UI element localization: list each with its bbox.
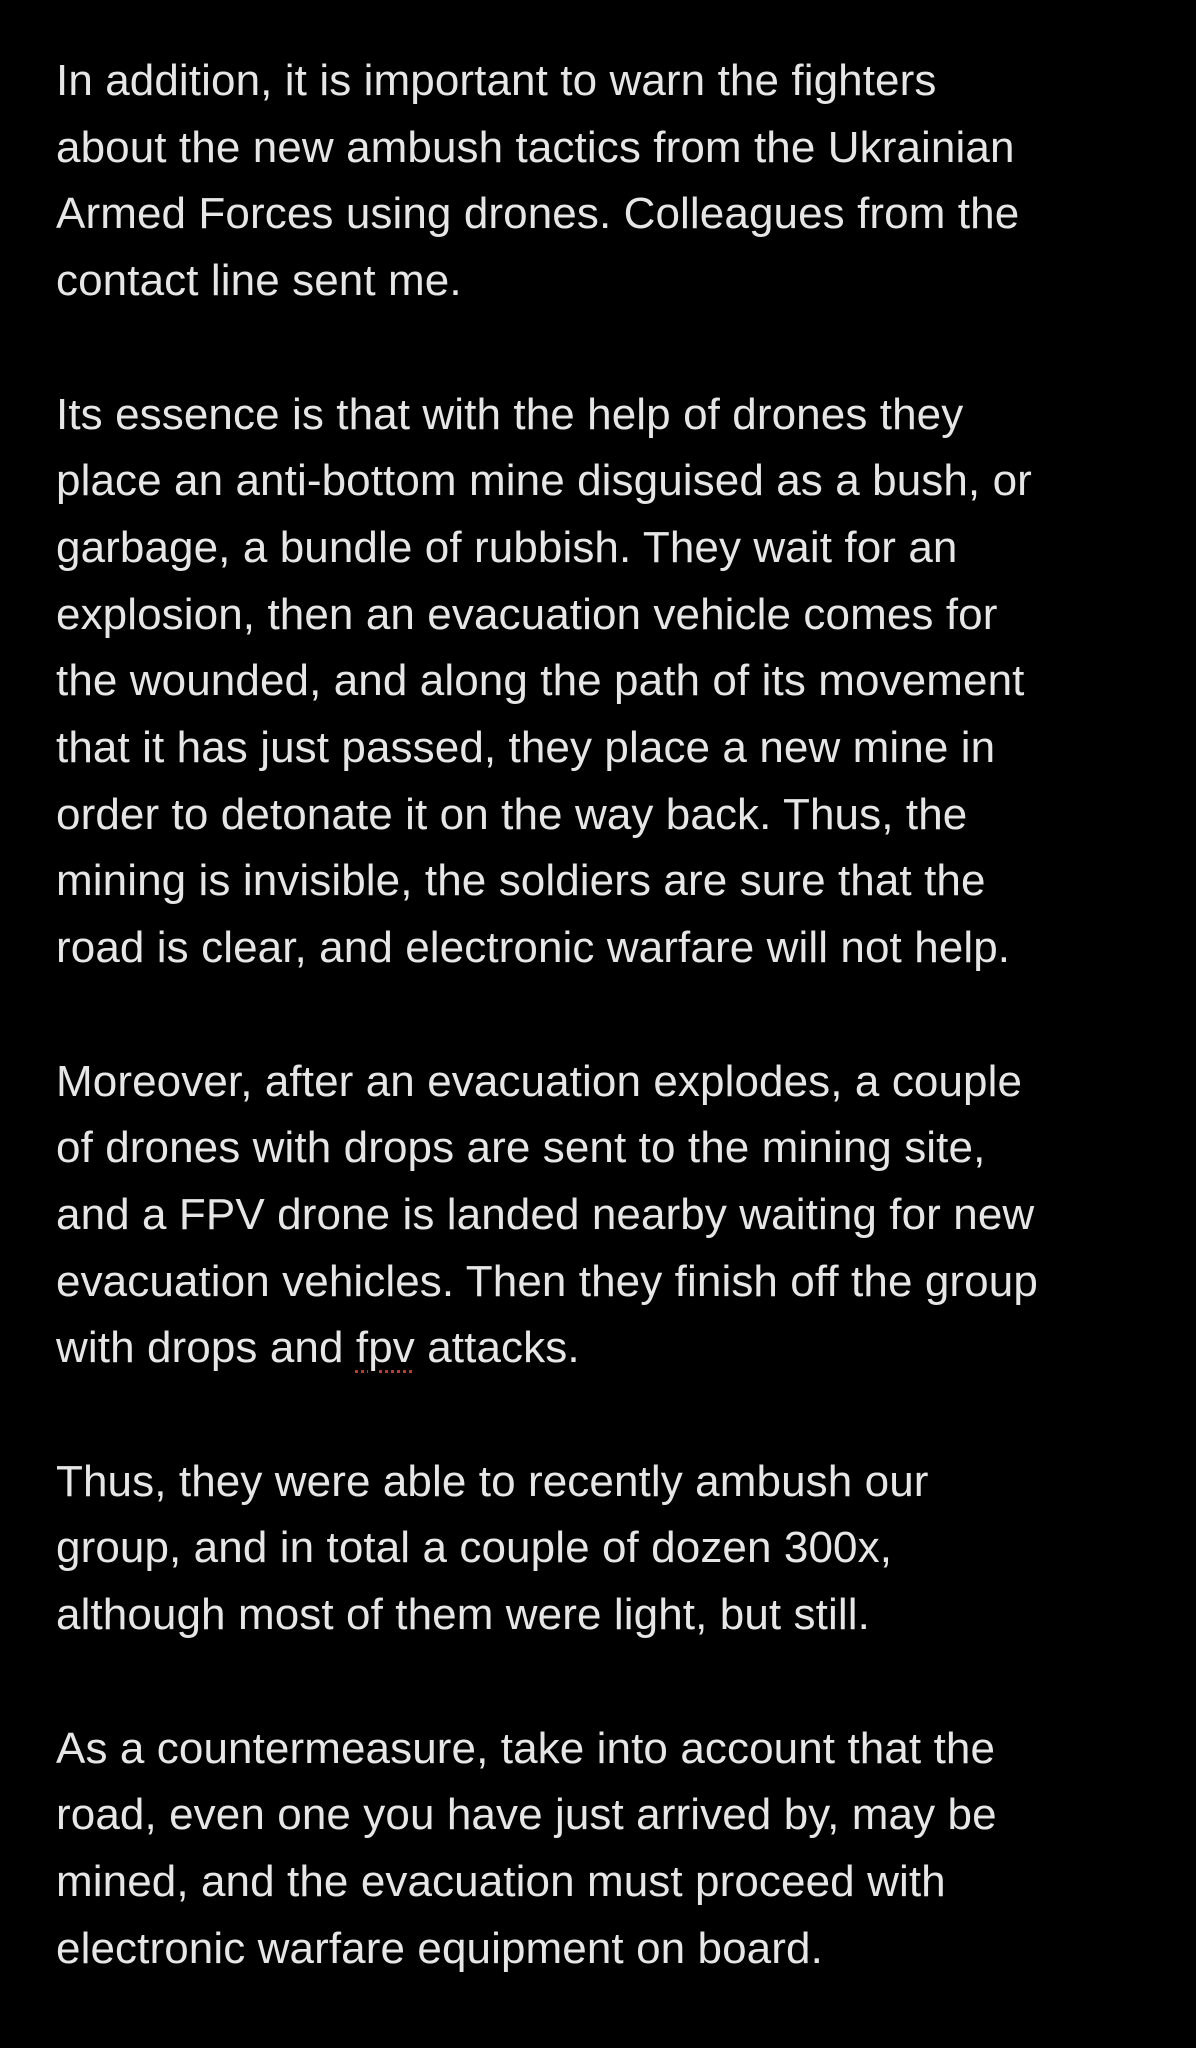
text-line: although most of them were light, but still. [56,1590,870,1640]
text-line: road is clear, and electronic warfare will not help. [56,923,1011,973]
text-line: the wounded, and along the path of its movement [56,656,1025,706]
text-line: of drones with drops are sent to the mining site, [56,1123,986,1173]
text-fragment: with drops and [56,1323,356,1373]
text-line: In addition, it is important to warn the fighters [56,56,937,105]
text-line: explosion, then an evacuation vehicle comes for [56,589,998,639]
text-line: about the new ambush tactics from the Ukrainian [56,122,1015,172]
text-line: that it has just passed, they place a new mine in [56,723,996,773]
text-line: mined, and the evacuation must proceed with [56,1856,946,1906]
text-line: evacuation vehicles. Then they finish off the group [56,1256,1038,1306]
paragraph-3 [56,1049,1146,1383]
text-line: electronic warfare equipment on board. [56,1923,823,1973]
text-fragment: attacks. [414,1323,580,1373]
paragraph-1 [56,48,1146,315]
note-text-area[interactable] [56,48,1146,1982]
misspelled-word[interactable]: fpv [355,1323,415,1373]
text-line [56,1315,1146,1382]
text-line: garbage, a bundle of rubbish. They wait for an [56,522,958,572]
text-line: and a FPV drone is landed nearby waiting for new [56,1189,1035,1239]
text-line: As a countermeasure, take into account that the [56,1723,996,1773]
text-line: mining is invisible, the soldiers are sure that the [56,856,986,906]
paragraph-5 [56,1716,1146,1983]
text-line: road, even one you have just arrived by, may be [56,1790,997,1840]
paragraph-2 [56,382,1146,982]
text-line: Moreover, after an evacuation explodes, a couple [56,1056,1023,1106]
text-line: group, and in total a couple of dozen 300x, [56,1523,893,1573]
text-line: Its essence is that with the help of drones they [56,389,964,439]
text-line: order to detonate it on the way back. Thus, the [56,789,968,839]
text-line: contact line sent me. [56,256,462,306]
text-line: Thus, they were able to recently ambush our [56,1456,929,1506]
paragraph-4 [56,1449,1146,1649]
text-line: Armed Forces using drones. Colleagues from the [56,189,1020,239]
text-line: place an anti-bottom mine disguised as a bush, or [56,456,1032,506]
